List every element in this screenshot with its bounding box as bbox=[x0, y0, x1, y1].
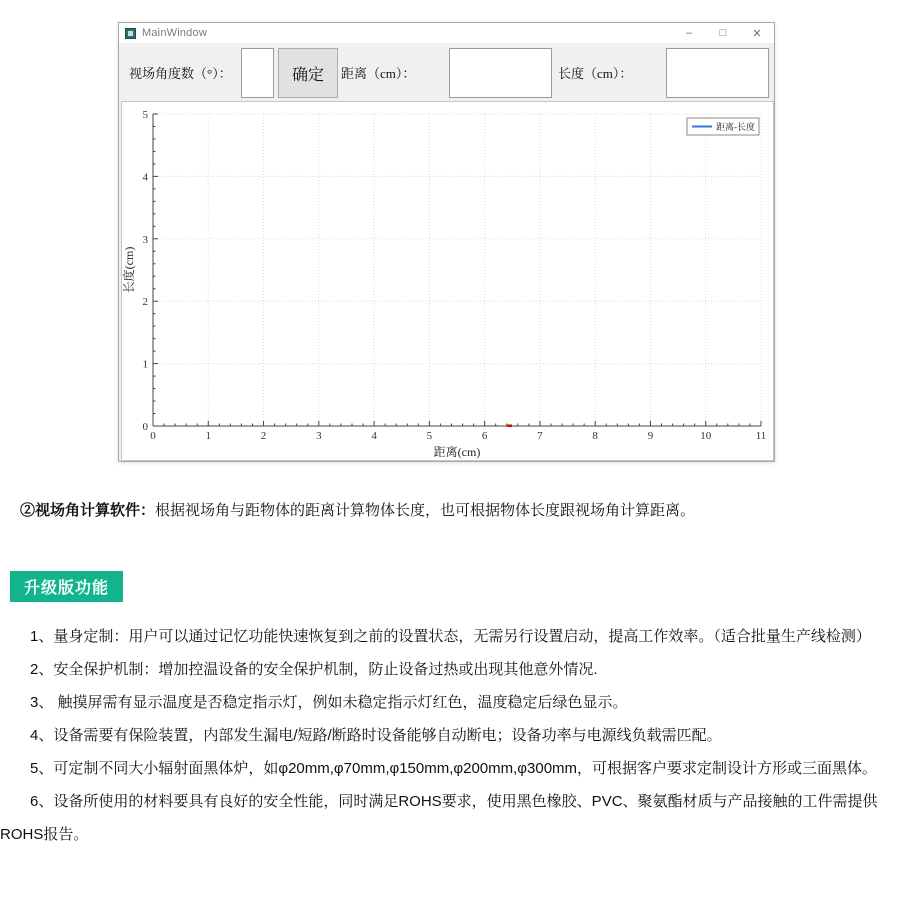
svg-text:9: 9 bbox=[647, 430, 654, 442]
svg-text:0: 0 bbox=[150, 430, 156, 442]
main-window bbox=[118, 22, 775, 462]
fov-input[interactable] bbox=[241, 48, 274, 98]
length-input[interactable] bbox=[666, 48, 769, 98]
svg-text:7: 7 bbox=[537, 430, 543, 442]
length-label: 长度（cm）： bbox=[558, 65, 633, 81]
distance-label: 距离（cm）： bbox=[341, 65, 416, 81]
feature-item: 1、量身定制：用户可以通过记忆功能快速恢复到之前的设置状态，无需另行设置启动，提高工作效率。（适合批量生产线检测） bbox=[30, 628, 871, 645]
svg-text:3: 3 bbox=[142, 233, 148, 246]
svg-text:1: 1 bbox=[142, 358, 148, 371]
window-controls bbox=[672, 23, 774, 43]
upgrade-features-badge: 升级版功能 bbox=[10, 571, 123, 602]
svg-text:距离-长度: 距离-长度 bbox=[716, 122, 755, 132]
description-body: 根据视场角与距物体的距离计算物体长度，也可根据物体长度跟视场角计算距离。 bbox=[155, 502, 696, 519]
software-description bbox=[20, 500, 890, 522]
plot-widget bbox=[121, 101, 774, 461]
svg-text:11: 11 bbox=[755, 430, 767, 442]
svg-text:2: 2 bbox=[142, 296, 148, 309]
close-button[interactable]: ✕ bbox=[752, 27, 762, 40]
svg-text:2: 2 bbox=[260, 430, 267, 442]
svg-text:4: 4 bbox=[142, 171, 148, 184]
svg-text:1: 1 bbox=[205, 430, 212, 442]
description-lead: ②视场角计算软件： bbox=[20, 502, 156, 519]
feature-item: 4、设备需要有保险装置，内部发生漏电/短路/断路时设备能够自动断电；设备功率与电源线负载需匹配。 bbox=[30, 727, 722, 744]
feature-item: 3、 触摸屏需有显示温度是否稳定指示灯，例如未稳定指示灯红色，温度稳定后绿色显示。 bbox=[30, 694, 628, 711]
svg-text:10: 10 bbox=[700, 430, 712, 442]
distance-length-chart bbox=[122, 102, 773, 460]
svg-text:0: 0 bbox=[142, 421, 148, 433]
distance-input[interactable] bbox=[449, 48, 552, 98]
feature-item: 2、安全保护机制：增加控温设备的安全保护机制，防止设备过热或出现其他意外情况. bbox=[30, 661, 598, 678]
feature-item: 6、设备所使用的材料要具有良好的安全性能，同时满足ROHS要求，使用黑色橡胶、PVC、聚氨酯材质与产品接触的工件需提供ROHS报告。 bbox=[0, 793, 878, 843]
title-bar[interactable] bbox=[119, 23, 774, 43]
svg-text:6: 6 bbox=[481, 430, 488, 442]
feature-list bbox=[0, 620, 892, 851]
svg-text:8: 8 bbox=[592, 430, 598, 442]
svg-text:长度(cm): 长度(cm) bbox=[122, 246, 136, 294]
input-form bbox=[119, 43, 774, 101]
app-icon bbox=[125, 28, 136, 39]
confirm-button[interactable]: 确定 bbox=[278, 48, 338, 98]
svg-text:4: 4 bbox=[371, 430, 377, 442]
window-title: MainWindow bbox=[142, 27, 207, 39]
maximize-button[interactable]: □ bbox=[719, 27, 727, 39]
feature-item: 5、可定制不同大小辐射面黑体炉，如φ20mm,φ70mm,φ150mm,φ200mm,φ300mm，可根据客户要求定制设计方形或三面黑体。 bbox=[30, 760, 878, 777]
fov-label: 视场角度数（°）： bbox=[129, 65, 232, 81]
svg-text:距离(cm): 距离(cm) bbox=[433, 445, 481, 459]
svg-text:3: 3 bbox=[316, 430, 322, 442]
minimize-button[interactable]: – bbox=[685, 27, 693, 39]
svg-text:5: 5 bbox=[142, 109, 148, 121]
svg-text:5: 5 bbox=[426, 430, 433, 442]
